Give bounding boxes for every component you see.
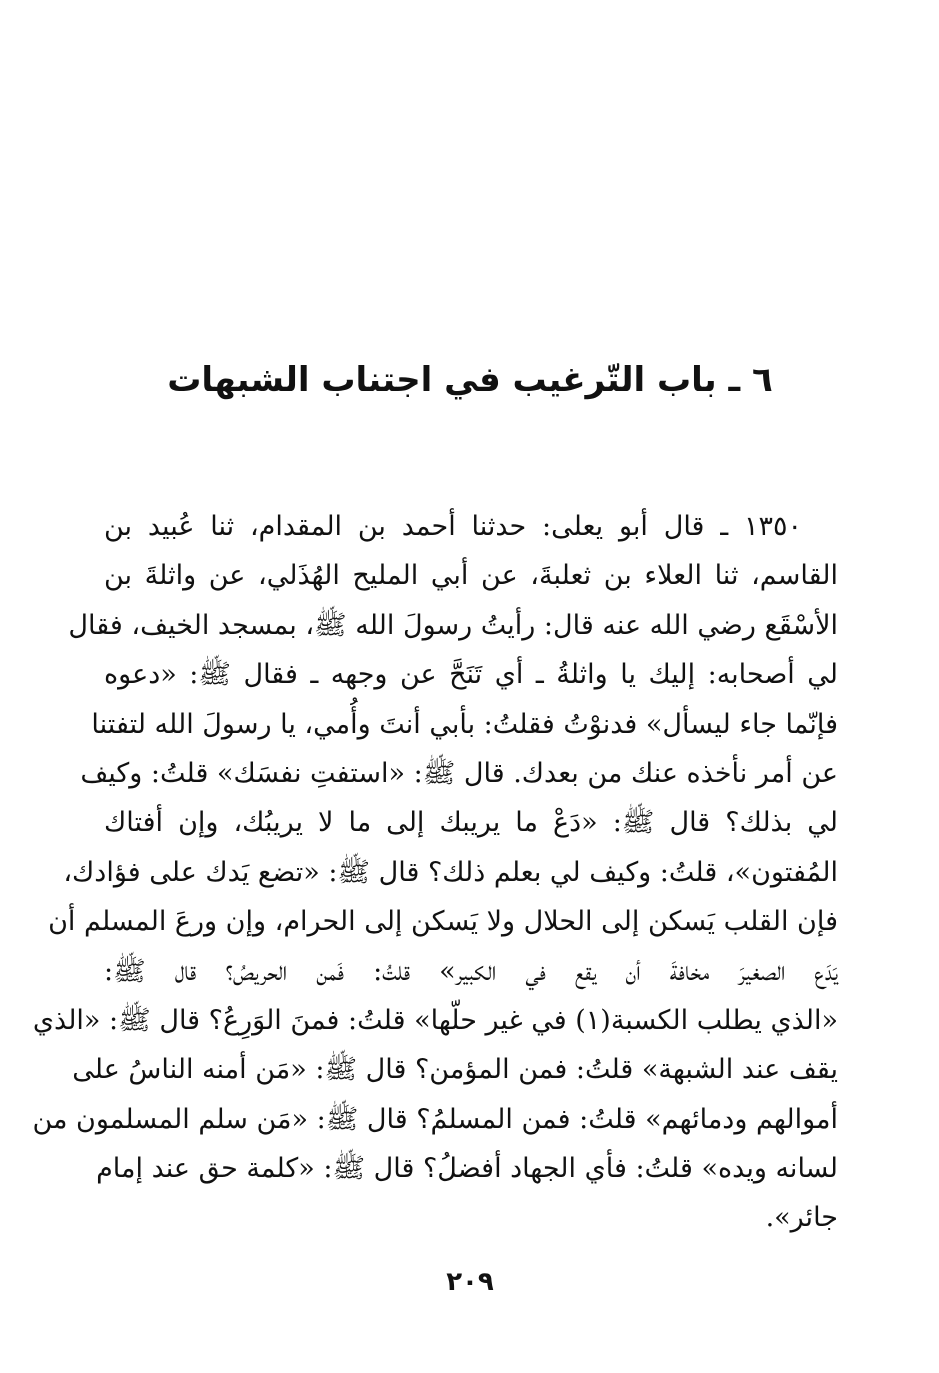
text-line: «الذي يطلب الكسبة(١) في غير حلّها» قلتُ: فمنَ الوَرِعُ؟ قال ﷺ: «الذي: [32, 1004, 838, 1036]
text-line: يَدَع الصغيرَ مخافةَ أن يقع في الكبير» قلتُ: فَمن الحريصُ؟ قال ﷺ:: [104, 955, 838, 987]
text-line: عن أمر نأخذه عنك من بعدك. قال ﷺ: «استفتِ نفسَك» قلتُ: وكيف: [80, 757, 838, 789]
text-line: فإن القلب يَسكن إلى الحلال ولا يَسكن إلى الحرام، وإن ورعَ المسلم أن: [48, 906, 838, 938]
hadith-text: [32, 502, 838, 1243]
text-line: لي أصحابه: إليك يا واثلةُ ـ أي تَنَحَّ عن وجهه ـ فقال ﷺ: «دعوه: [104, 659, 838, 691]
text-line: فإنّما جاء ليسأل» فدنوْتُ فقلتُ: بأبي أنتَ وأُمي، يا رسولَ الله لتفتنا: [91, 708, 838, 740]
text-line: لي بذلك؟ قال ﷺ: «دَعْ ما يريبك إلى ما لا يريبُك، وإن أفتاك: [104, 807, 838, 839]
text-line: الأسْقَع رضي الله عنه قال: رأيتُ رسولَ الله ﷺ، بمسجد الخيف، فقال: [68, 609, 838, 641]
text-line: المُفتون»، قلتُ: وكيف لي بعلم ذلك؟ قال ﷺ: «تضع يَدك على فؤادك،: [63, 856, 838, 888]
text-line: أموالهم ودمائهم» قلتُ: فمن المسلمُ؟ قال ﷺ: «مَن سلم المسلمون من: [32, 1103, 838, 1135]
chapter-title: ٦ ـ باب التّرغيب في اجتناب الشبهات: [167, 360, 773, 400]
page-number: ٢٠٩: [446, 1267, 494, 1297]
text-line: لسانه ويده» قلتُ: فأي الجهاد أفضلُ؟ قال ﷺ: «كلمة حق عند إمام: [96, 1153, 838, 1185]
text-line: القاسم، ثنا العلاء بن ثعلبةَ، عن أبي المليح الهُذَلي، عن واثلةَ بن: [104, 560, 838, 592]
text-line: ١٣٥٠ ـ قال أبو يعلى: حدثنا أحمد بن المقدام، ثنا عُبيد بن: [104, 511, 802, 542]
text-line: يقف عند الشبهة» قلتُ: فمن المؤمن؟ قال ﷺ: «مَن أمنه الناسُ على: [72, 1054, 838, 1086]
text-line: جائر».: [765, 1202, 838, 1234]
